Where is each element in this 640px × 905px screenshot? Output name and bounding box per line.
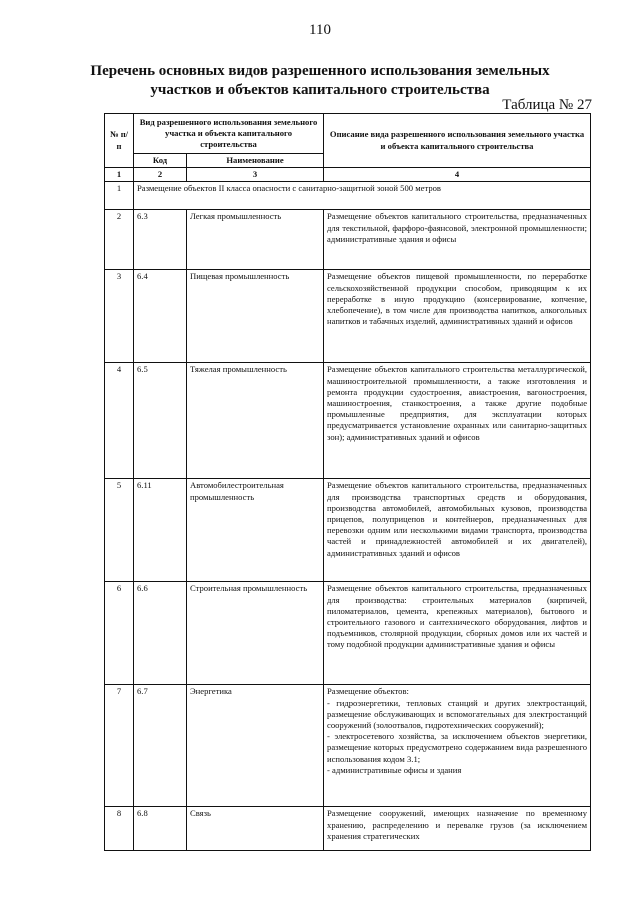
row-number: 7 bbox=[105, 685, 134, 807]
row-description: Размещение объектов капитального строительства, предназначенных для текстильной, фарфоро-фаянсовой, электронной промышленности; административные здания и офисы bbox=[324, 210, 591, 270]
row-code: 6.6 bbox=[134, 582, 187, 685]
row-number: 8 bbox=[105, 807, 134, 851]
header-name: Наименование bbox=[187, 154, 324, 168]
table-row bbox=[105, 363, 591, 479]
row-code: 6.5 bbox=[134, 363, 187, 479]
page-title: Перечень основных видов разрешенного использования земельных участков и объектов капитального строительства bbox=[90, 63, 550, 98]
row-name: Легкая промышленность bbox=[187, 210, 324, 270]
row-name: Связь bbox=[187, 807, 324, 851]
row-name: Энергетика bbox=[187, 685, 324, 807]
table-row bbox=[105, 685, 591, 807]
row-name: Тяжелая промышленность bbox=[187, 363, 324, 479]
table-caption: Таблица № 27 bbox=[502, 97, 592, 113]
column-number: 4 bbox=[324, 168, 591, 182]
row-description: Размещение объектов пищевой промышленности, по переработке сельскохозяйственной продукции способом, приводящим к их переработке в иную продукцию (консервирование, копчение, хлебопечение), в том числе для производства напитков, алкогольных напитков и табачных изделий, административных зданий и офисов bbox=[324, 270, 591, 363]
table-row bbox=[105, 210, 591, 270]
row-number: 3 bbox=[105, 270, 134, 363]
row-code: 6.7 bbox=[134, 685, 187, 807]
row-name: Пищевая промышленность bbox=[187, 270, 324, 363]
table-row bbox=[105, 582, 591, 685]
row-number: 1 bbox=[105, 182, 134, 210]
column-number: 2 bbox=[134, 168, 187, 182]
row-description: Размещение объектов капитального строительства, предназначенных для производства транспортных средств и оборудования, производства автомобилей, автомобильных кузовов, производства прицепов, полуприцепов и контейнеров, предназначенных для перевозки одним или несколькими видами транспорта, производства частей и принадлежностей автомобилей и их двигателей), административных зданий и офисов bbox=[324, 479, 591, 582]
header-kind: Вид разрешенного использования земельного участка и объекта капитального строительства bbox=[134, 114, 324, 154]
row-code: 6.11 bbox=[134, 479, 187, 582]
permitted-use-table bbox=[104, 113, 591, 851]
row-description: Размещение объектов: - гидроэнергетики, тепловых станций и других электростанций, размещение обслуживающих и вспомогательных для электростанций сооружений (золоотвалов, гидротехнических сооружений); - электросетевого хозяйства, за исключением объектов энергетики, размещение которых предусмотрено содержанием вида разрешенного использования кодом 3.1; - административные офисы и здания bbox=[324, 685, 591, 807]
header-num: № п/п bbox=[105, 114, 134, 168]
table-row bbox=[105, 807, 591, 851]
row-description: Размещение сооружений, имеющих назначение по временному хранению, распределению и перевалке грузов (за исключением хранения стратегических bbox=[324, 807, 591, 851]
header-description: Описание вида разрешенного использования земельного участка и объекта капитального строительства bbox=[324, 114, 591, 168]
header-code: Код bbox=[134, 154, 187, 168]
column-number: 1 bbox=[105, 168, 134, 182]
row-number: 4 bbox=[105, 363, 134, 479]
row-name: Автомобилестроительная промышленность bbox=[187, 479, 324, 582]
row-number: 2 bbox=[105, 210, 134, 270]
page-number: 110 bbox=[309, 22, 331, 38]
row-number: 6 bbox=[105, 582, 134, 685]
row-number: 5 bbox=[105, 479, 134, 582]
row-description: Размещение объектов капитального строительства металлургической, машиностроительной промышленности, а также изготовления и ремонта продукции судостроения, авиастроения, вагоностроения, машиностроения, станкостроения, а также другие подобные промышленные предприятия, для эксплуатации которых предусматривается установление охранных или санитарно-защитных зон); административных зданий и офисов bbox=[324, 363, 591, 479]
row-code: 6.4 bbox=[134, 270, 187, 363]
row-code: 6.3 bbox=[134, 210, 187, 270]
row-description: Размещение объектов капитального строительства, предназначенных для производства: строительных материалов (кирпичей, пиломатериалов, цемента, крепежных материалов), бытового и строительного газового и сантехнического оборудования, лифтов и подъемников, столярной продукции, сборных домов или их частей и тому подобной продукции административные здания и офисы bbox=[324, 582, 591, 685]
row-code: 6.8 bbox=[134, 807, 187, 851]
table-row bbox=[105, 479, 591, 582]
row-name: Строительная промышленность bbox=[187, 582, 324, 685]
section-text: Размещение объектов II класса опасности с санитарно-защитной зоной 500 метров bbox=[134, 182, 591, 210]
section-row bbox=[105, 182, 591, 210]
table-row bbox=[105, 270, 591, 363]
column-number: 3 bbox=[187, 168, 324, 182]
